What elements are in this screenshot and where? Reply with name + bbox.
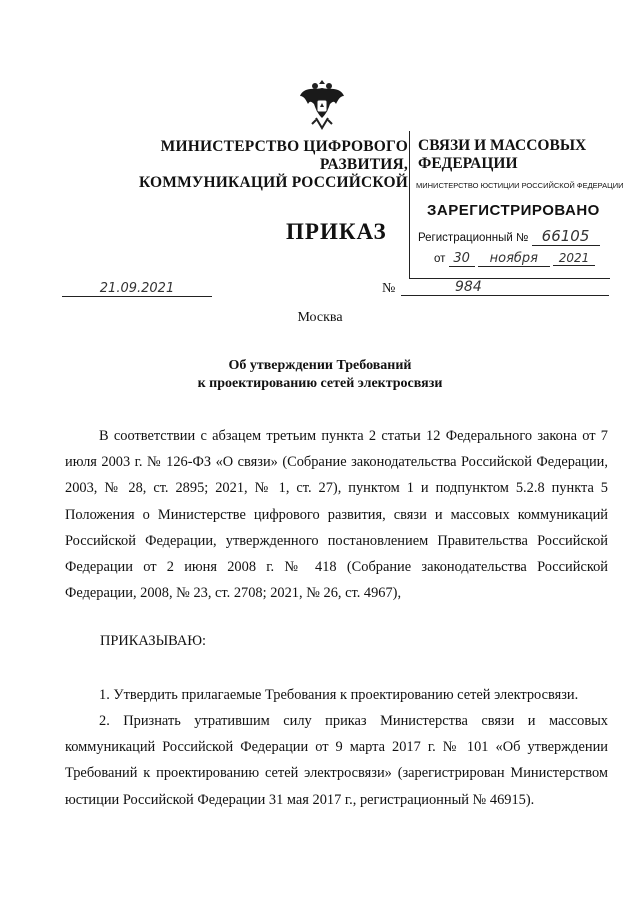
orders-word: ПРИКАЗЫВАЮ: (100, 633, 207, 649)
coat-of-arms-emblem (296, 74, 348, 134)
order-date: 21.09.2021 (62, 281, 212, 297)
ministry-header (88, 138, 408, 192)
subject-line-2: к проектированию сетей электросвязи (197, 376, 443, 391)
stamp-reg-label: Регистрационный № (418, 232, 529, 244)
preamble-paragraph: В соответствии с абзацем третьим пункта 2 статьи 12 Федерального закона от 7 июля 2003 г. № 126-ФЗ «О связи» (Собрание законодательства Российской Федерации, 2003, № 28, ст. 2895; 2021, № 1, ст. 27), пунктом 1 и подпунктом 5.2.8 пункта 5 Положения о Министерстве цифрового развития, связи и массовых коммуникаций Российской Федерации, утвержденного постановлением Правительства Российской Федерации от 2 июня 2008 г. № 418 (Собрание законодательства Российской Федерации, 2008, № 23, ст. 2708; 2021, № 26, ст. 4967), (65, 428, 608, 602)
order-item-1: 1. Утвердить прилагаемые Требования к проектированию сетей электросвязи. (99, 687, 579, 703)
stamp-reg-number: 66105 (532, 227, 600, 246)
order-title: ПРИКАЗ (286, 219, 387, 244)
stamp-ministry-of-justice: МИНИСТЕРСТВО ЮСТИЦИИ РОССИЙСКОЙ ФЕДЕРАЦИИ (416, 181, 624, 190)
stamp-date-year: 2021 (553, 251, 595, 266)
stamp-date-day: 30 (449, 251, 475, 267)
stamp-registered-label: ЗАРЕГИСТРИРОВАНО (427, 202, 600, 219)
order-number: 984 (401, 279, 609, 296)
stamp-date-month: ноября (478, 251, 550, 267)
registration-stamp (409, 131, 624, 279)
stamp-registration-number-line (418, 227, 600, 246)
stamp-header (418, 137, 586, 173)
stamp-header-line-2: ФЕДЕРАЦИИ (418, 155, 518, 172)
stamp-date-prefix: от (434, 253, 446, 265)
ministry-line-1: МИНИСТЕРСТВО ЦИФРОВОГО РАЗВИТИЯ, (160, 138, 408, 173)
subject-line-1: Об утверждении Требований (228, 358, 412, 373)
stamp-header-line-1: СВЯЗИ И МАССОВЫХ (418, 137, 587, 154)
order-city: Москва (297, 310, 343, 325)
order-item-2: 2. Признать утратившим силу приказ Министерства связи и массовых коммуникаций Российской Федерации от 9 марта 2017 г. № 101 «Об утверждении Требований к проектированию сетей электросвязи» (зарегистрирован Министерством юстиции Российской Федерации 31 мая 2017 г., регистрационный № 46915). (65, 713, 608, 808)
order-subject (0, 357, 640, 393)
stamp-date-line (434, 251, 595, 267)
ministry-line-2: КОММУНИКАЦИЙ РОССИЙСКОЙ (138, 174, 408, 191)
order-number-sign: № (382, 281, 396, 296)
